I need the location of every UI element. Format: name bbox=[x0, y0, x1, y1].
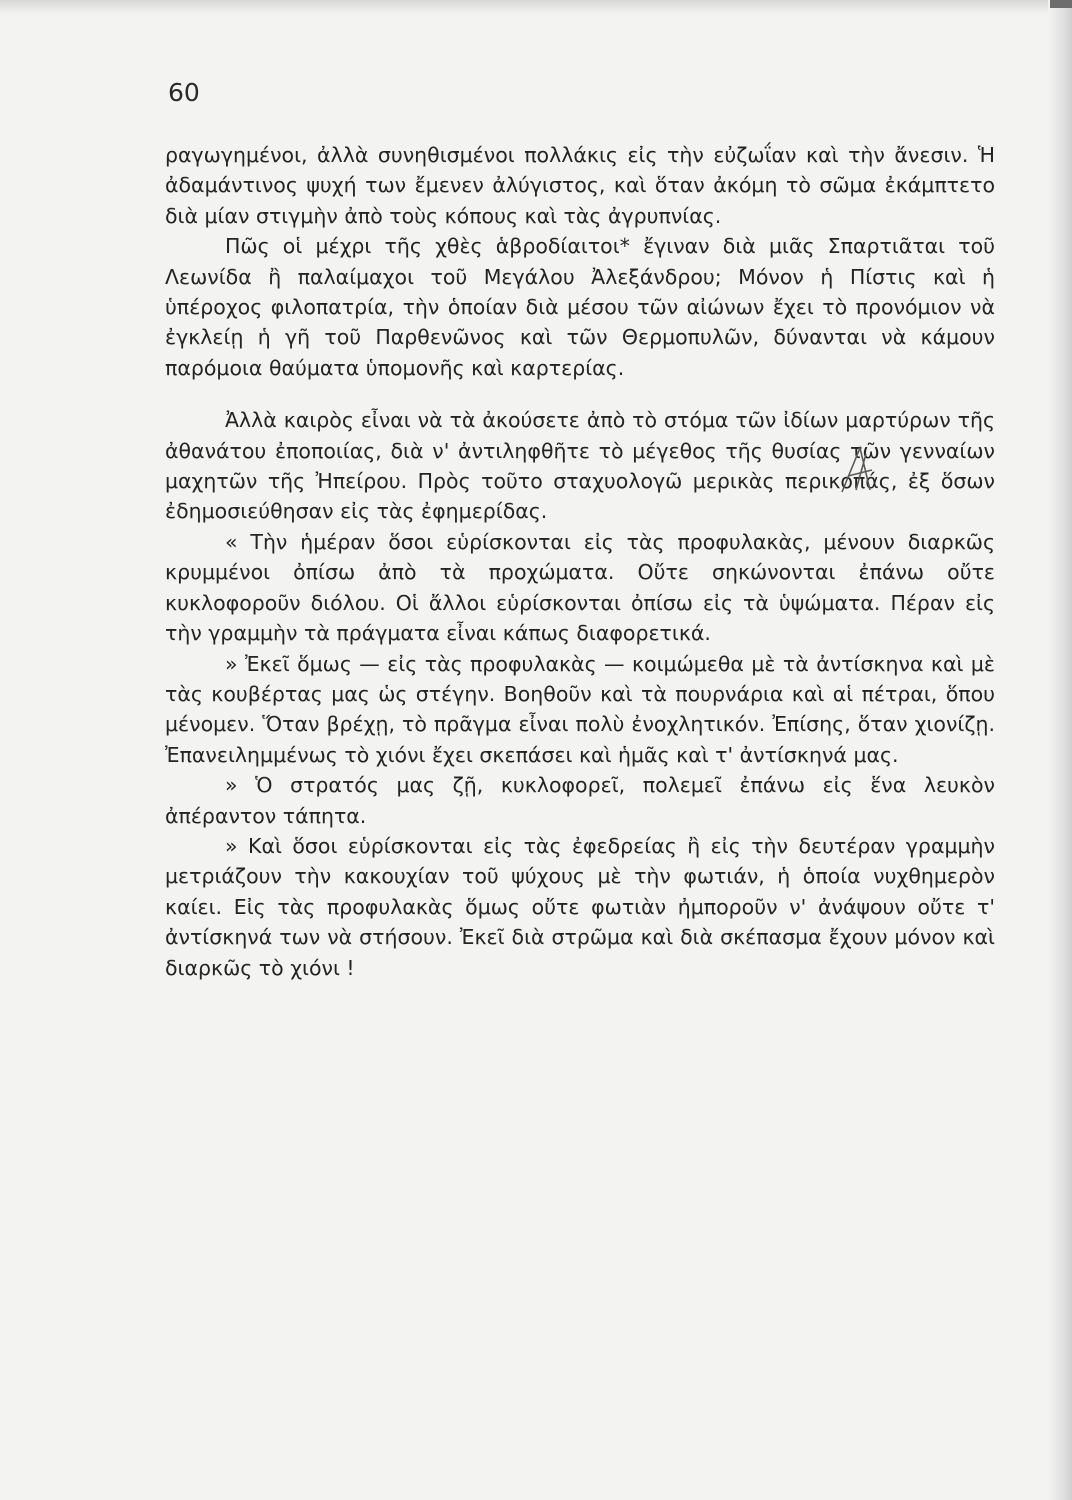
quote-paragraph: » Καὶ ὅσοι εὑρίσκονται εἰς τὰς ἐφεδρείας ἢ εἰς τὴν δευτέραν γραμμὴν μετριάζουν τὴν κακουχίαν τοῦ ψύχους μὲ τὴν φωτιάν, ἡ ὁποία νυχθημερὸν καίει. Εἰς τὰς προφυλακὰς ὅμως οὔτε φωτιὰν ἠμποροῦν ν' ἀνάψουν οὔτε τ' ἀντίσκηνά των νὰ στήσουν. Ἐκεῖ διὰ στρῶμα καὶ διὰ σκέπασμα ἔχουν μόνον καὶ διαρκῶς τὸ χιόνι ! bbox=[165, 833, 995, 980]
page-number: 60 bbox=[168, 78, 200, 107]
quote-paragraph: » Ὁ στρατός μας ζῇ, κυκλοφορεῖ, πολεμεῖ ἐπάνω εἰς ἕνα λευκὸν ἀπέραντον τάπητα. bbox=[165, 773, 995, 828]
paragraph-continuation: ραγωγημένοι, ἀλλὰ συνηθισμένοι πολλάκις εἰς τὴν εὐζωΐαν καὶ τὴν ἄνεσιν. Ἡ ἀδαμάντινος ψυχή των ἔμενεν ἀλύγιστος, καὶ ὅταν ἀκόμη τὸ σῶμα ἐκάμπτετο διὰ μίαν στιγμὴν ἀπὸ τοὺς κόπους καὶ τὰς ἀγρυπνίας. bbox=[165, 143, 995, 228]
page-right-edge bbox=[1048, 0, 1072, 1500]
corner-mark bbox=[1050, 0, 1072, 8]
body-text bbox=[165, 140, 995, 983]
page-top-edge bbox=[0, 0, 1072, 14]
quote-paragraph: « Τὴν ἡμέραν ὅσοι εὑρίσκονται εἰς τὰς προφυλακὰς, μένουν διαρκῶς κρυμμένοι ὀπίσω ἀπὸ τὰ προχώματα. Οὔτε σηκώνονται ἐπάνω οὔτε κυκλοφοροῦν διόλου. Οἱ ἄλλοι εὑρίσκονται ὀπίσω εἰς τὰ ὑψώματα. Πέραν εἰς τὴν γραμμὴν τὰ πράγματα εἶναι κάπως διαφορετικά. bbox=[165, 529, 995, 646]
paragraph: Πῶς οἱ μέχρι τῆς χθὲς ἁβροδίαιτοι* ἔγιναν διὰ μιᾶς Σπαρτιᾶται τοῦ Λεωνίδα ἢ παλαίμαχοι τοῦ Μεγάλου Ἀλεξάνδρου; Μόνον ἡ Πίστις καὶ ἡ ὑπέροχος φιλοπατρία, τὴν ὁποίαν διὰ μέσου τῶν αἰώνων ἔχει τὸ προνόμιον νὰ ἐγκλείῃ ἡ γῆ τοῦ Παρθενῶνος καὶ τῶν Θερμοπυλῶν, δύνανται νὰ κάμουν παρόμοια θαύματα ὑπομονῆς καὶ καρτερίας. bbox=[165, 234, 995, 380]
pencil-mark-icon bbox=[830, 440, 890, 500]
quote-paragraph: » Ἐκεῖ ὅμως — εἰς τὰς προφυλακὰς — κοιμώμεθα μὲ τὰ ἀντίσκηνα καὶ μὲ τὰς κουβέρτας μας ὡς στέγην. Βοηθοῦν καὶ τὰ πουρνάρια καὶ αἱ πέτραι, ὅπου μένομεν. Ὅταν βρέχῃ, τὸ πρᾶγμα εἶναι πολὺ ἐνοχλητικόν. Ἐπίσης, ὅταν χιονίζῃ. Ἐπανειλημμένως τὸ χιόνι ἔχει σκεπάσει καὶ ἡμᾶς καὶ τ' ἀντίσκηνά μας. bbox=[165, 651, 995, 767]
paragraph: Ἀλλὰ καιρὸς εἶναι νὰ τὰ ἀκούσετε ἀπὸ τὸ στόμα τῶν ἰδίων μαρτύρων τῆς ἀθανάτου ἐποποιίας, διὰ ν' ἀντιληφθῆτε τὸ μέγεθος τῆς θυσίας τῶν γενναίων μαχητῶν τῆς Ἠπείρου. Πρὸς τοῦτο σταχυολογῶ μερικὰς περικοπάς, ἐξ ὅσων ἐδημοσιεύθησαν εἰς τὰς ἐφημερίδας. bbox=[165, 408, 995, 524]
